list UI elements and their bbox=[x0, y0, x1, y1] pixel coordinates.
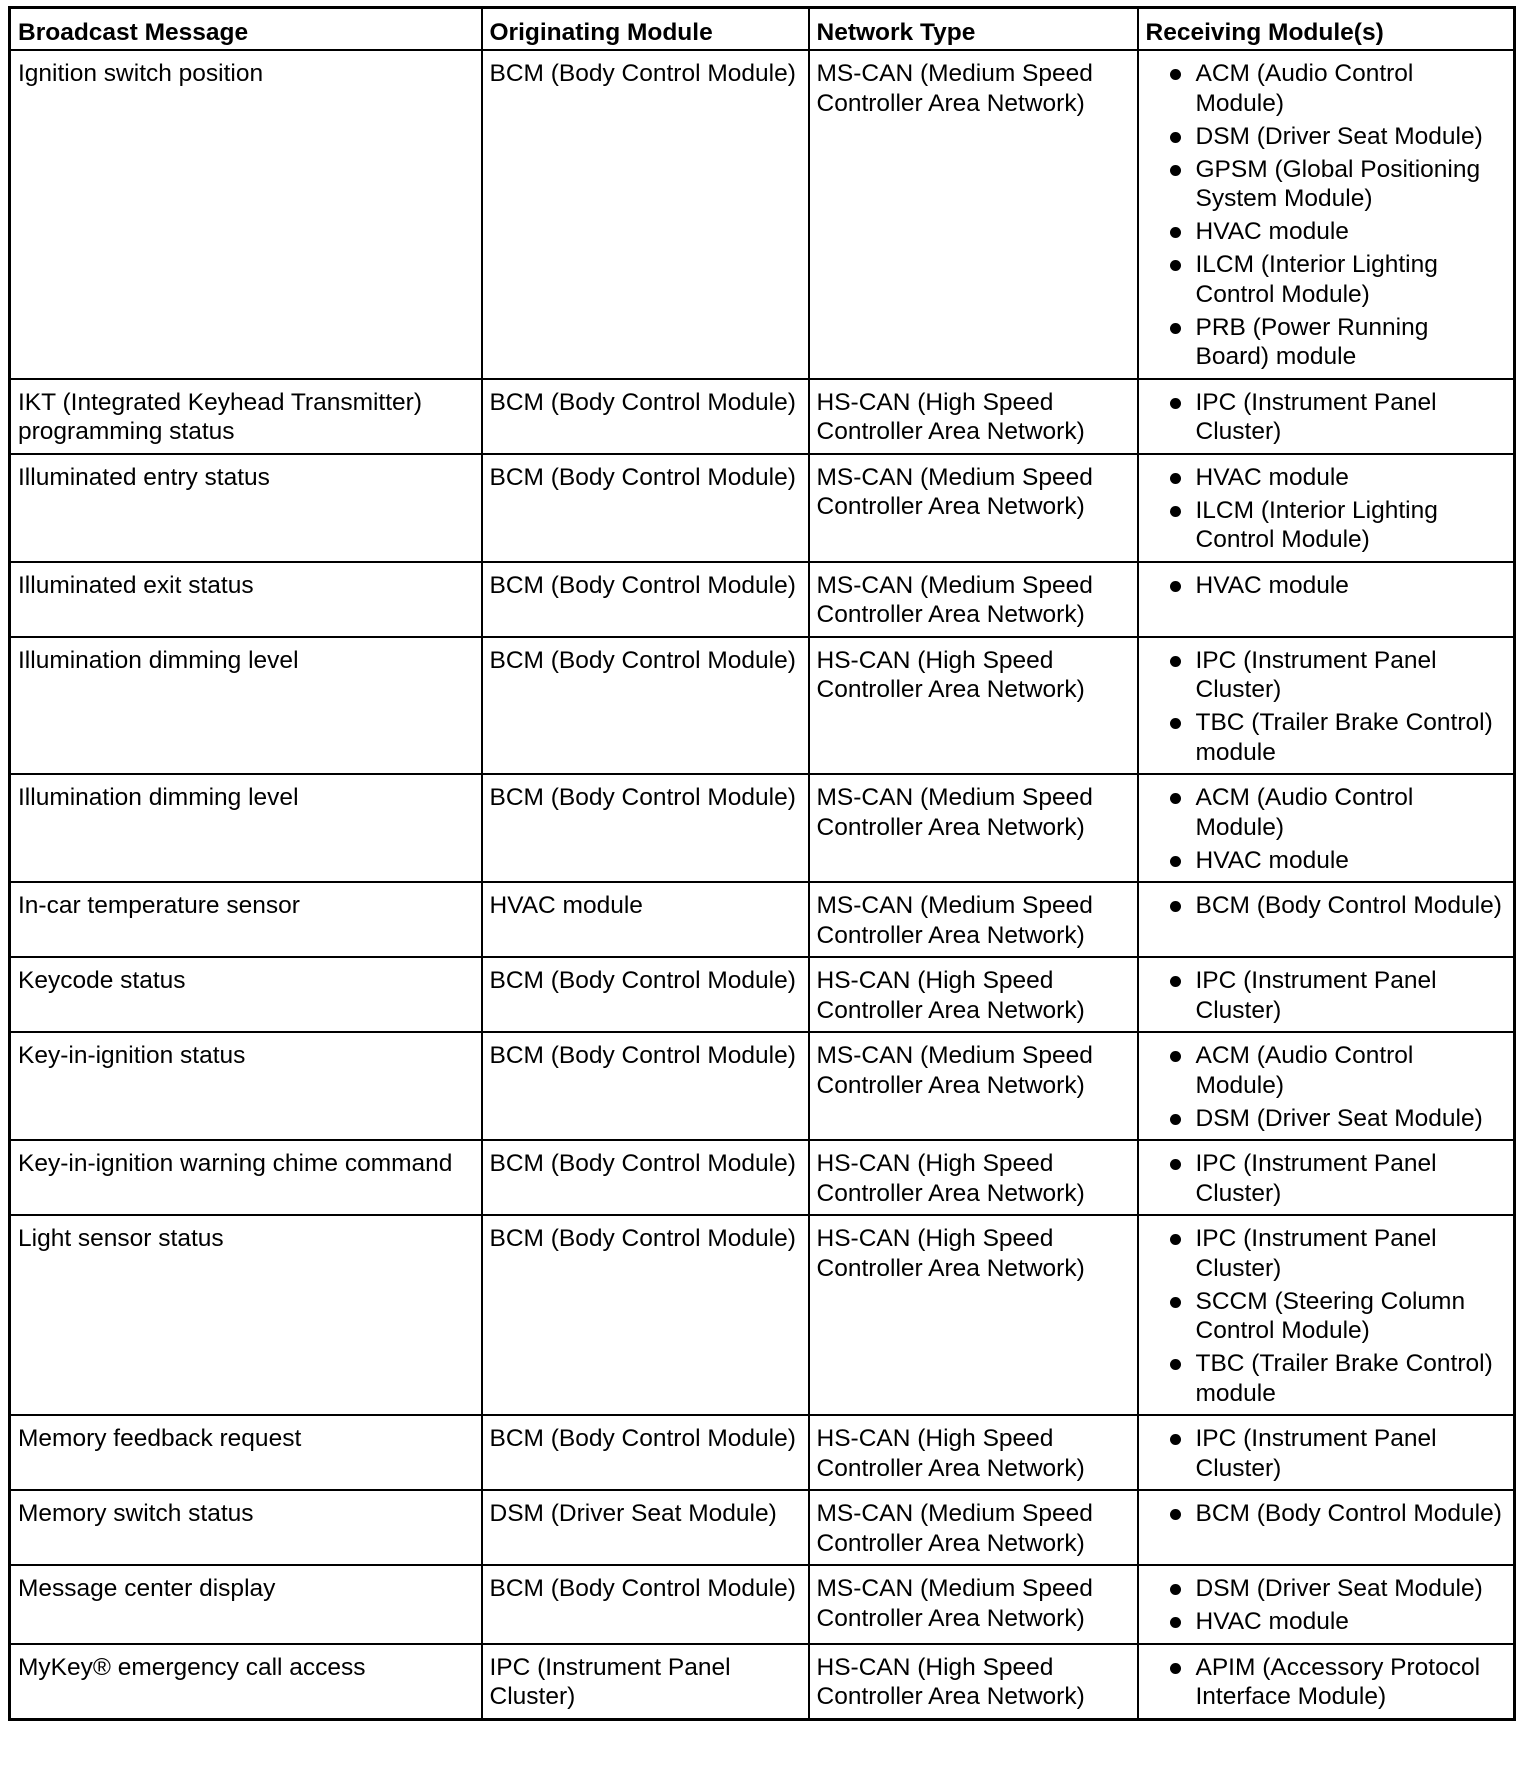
receiving-modules-cell bbox=[1138, 637, 1515, 775]
table-row bbox=[10, 1032, 1515, 1140]
list-item bbox=[1146, 217, 1506, 247]
list-item bbox=[1146, 1424, 1506, 1483]
list-item bbox=[1146, 1607, 1506, 1637]
receiving-modules-cell bbox=[1138, 1032, 1515, 1140]
bullet-icon bbox=[1170, 1234, 1181, 1245]
list-item bbox=[1146, 1287, 1506, 1346]
table-row bbox=[10, 637, 1515, 775]
receiving-module-label: SCCM (Steering Column Control Module) bbox=[1195, 1287, 1466, 1344]
message-cell: Illuminated entry status bbox=[10, 454, 482, 562]
network-type-cell: MS-CAN (Medium Speed Controller Area Network) bbox=[809, 454, 1138, 562]
originating-module-cell: BCM (Body Control Module) bbox=[482, 562, 809, 637]
table-row bbox=[10, 379, 1515, 454]
message-cell: IKT (Integrated Keyhead Transmitter) programming status bbox=[10, 379, 482, 454]
list-item bbox=[1146, 891, 1506, 921]
receiving-module-label: HVAC module bbox=[1195, 463, 1349, 491]
receiving-modules-list bbox=[1146, 783, 1506, 875]
originating-module-cell: BCM (Body Control Module) bbox=[482, 1415, 809, 1490]
list-item bbox=[1146, 313, 1506, 372]
receiving-module-label: ILCM (Interior Lighting Control Module) bbox=[1195, 251, 1438, 308]
receiving-module-label: HVAC module bbox=[1195, 1608, 1349, 1635]
list-item bbox=[1146, 846, 1506, 876]
list-item bbox=[1146, 1041, 1506, 1100]
originating-module-cell: BCM (Body Control Module) bbox=[482, 774, 809, 882]
receiving-modules-list bbox=[1146, 891, 1506, 921]
receiving-modules-cell bbox=[1138, 50, 1515, 379]
list-item bbox=[1146, 1224, 1506, 1283]
originating-module-cell: BCM (Body Control Module) bbox=[482, 1565, 809, 1644]
receiving-modules-cell bbox=[1138, 379, 1515, 454]
originating-module-cell: BCM (Body Control Module) bbox=[482, 1215, 809, 1415]
table-row bbox=[10, 1415, 1515, 1490]
table-row bbox=[10, 1644, 1515, 1720]
header-network-type: Network Type bbox=[809, 8, 1138, 51]
receiving-modules-list bbox=[1146, 1149, 1506, 1208]
table-row bbox=[10, 1565, 1515, 1644]
network-type-cell: MS-CAN (Medium Speed Controller Area Network) bbox=[809, 1490, 1138, 1565]
receiving-modules-list bbox=[1146, 966, 1506, 1025]
list-item bbox=[1146, 388, 1506, 447]
originating-module-cell: BCM (Body Control Module) bbox=[482, 379, 809, 454]
receiving-modules-cell bbox=[1138, 882, 1515, 957]
receiving-modules-list bbox=[1146, 1041, 1506, 1133]
network-type-cell: MS-CAN (Medium Speed Controller Area Network) bbox=[809, 1032, 1138, 1140]
receiving-modules-list bbox=[1146, 1653, 1506, 1712]
list-item bbox=[1146, 59, 1506, 118]
message-cell: In-car temperature sensor bbox=[10, 882, 482, 957]
network-type-cell: MS-CAN (Medium Speed Controller Area Network) bbox=[809, 50, 1138, 379]
list-item bbox=[1146, 571, 1506, 601]
list-item bbox=[1146, 1574, 1506, 1604]
table-body bbox=[10, 50, 1515, 1719]
bullet-icon bbox=[1170, 1114, 1181, 1125]
receiving-module-label: ACM (Audio Control Module) bbox=[1195, 60, 1414, 117]
table-row bbox=[10, 562, 1515, 637]
bullet-icon bbox=[1170, 856, 1181, 867]
network-type-cell: HS-CAN (High Speed Controller Area Network) bbox=[809, 379, 1138, 454]
bullet-icon bbox=[1170, 656, 1181, 667]
bullet-icon bbox=[1170, 1617, 1181, 1628]
receiving-modules-list bbox=[1146, 571, 1506, 601]
receiving-modules-list bbox=[1146, 1574, 1506, 1637]
receiving-modules-list bbox=[1146, 463, 1506, 555]
bullet-icon bbox=[1170, 1509, 1181, 1520]
bullet-icon bbox=[1170, 1159, 1181, 1170]
receiving-module-label: TBC (Trailer Brake Control) module bbox=[1195, 709, 1493, 766]
list-item bbox=[1146, 122, 1506, 152]
receiving-module-label: DSM (Driver Seat Module) bbox=[1195, 1575, 1483, 1602]
bullet-icon bbox=[1170, 1297, 1181, 1308]
table-row bbox=[10, 1140, 1515, 1215]
receiving-module-label: TBC (Trailer Brake Control) module bbox=[1195, 1350, 1493, 1407]
list-item bbox=[1146, 1104, 1506, 1134]
list-item bbox=[1146, 155, 1506, 214]
receiving-module-label: IPC (Instrument Panel Cluster) bbox=[1195, 1150, 1437, 1207]
network-type-cell: HS-CAN (High Speed Controller Area Network) bbox=[809, 957, 1138, 1032]
bullet-icon bbox=[1170, 1359, 1181, 1370]
receiving-module-label: BCM (Body Control Module) bbox=[1195, 1500, 1502, 1527]
receiving-modules-cell bbox=[1138, 957, 1515, 1032]
message-cell: Illuminated exit status bbox=[10, 562, 482, 637]
network-type-cell: HS-CAN (High Speed Controller Area Network) bbox=[809, 1415, 1138, 1490]
bullet-icon bbox=[1170, 1584, 1181, 1595]
list-item bbox=[1146, 646, 1506, 705]
bullet-icon bbox=[1170, 1663, 1181, 1674]
bullet-icon bbox=[1170, 323, 1181, 334]
receiving-module-label: IPC (Instrument Panel Cluster) bbox=[1195, 1425, 1437, 1482]
network-type-cell: HS-CAN (High Speed Controller Area Network) bbox=[809, 637, 1138, 775]
bullet-icon bbox=[1170, 132, 1181, 143]
receiving-modules-cell bbox=[1138, 774, 1515, 882]
receiving-modules-list bbox=[1146, 59, 1506, 372]
receiving-modules-cell bbox=[1138, 1490, 1515, 1565]
message-cell: Key-in-ignition warning chime command bbox=[10, 1140, 482, 1215]
list-item bbox=[1146, 1349, 1506, 1408]
receiving-module-label: BCM (Body Control Module) bbox=[1195, 892, 1502, 919]
message-cell: Memory feedback request bbox=[10, 1415, 482, 1490]
bullet-icon bbox=[1170, 473, 1181, 484]
receiving-modules-cell bbox=[1138, 1215, 1515, 1415]
list-item bbox=[1146, 1149, 1506, 1208]
receiving-modules-cell bbox=[1138, 562, 1515, 637]
header-row bbox=[10, 8, 1515, 51]
receiving-module-label: DSM (Driver Seat Module) bbox=[1195, 1104, 1483, 1132]
header-originating-module: Originating Module bbox=[482, 8, 809, 51]
table-header bbox=[10, 8, 1515, 51]
message-cell: Key-in-ignition status bbox=[10, 1032, 482, 1140]
receiving-module-label: ACM (Audio Control Module) bbox=[1195, 784, 1414, 841]
table-row bbox=[10, 1215, 1515, 1415]
list-item bbox=[1146, 708, 1506, 767]
originating-module-cell: BCM (Body Control Module) bbox=[482, 50, 809, 379]
network-type-cell: MS-CAN (Medium Speed Controller Area Network) bbox=[809, 1565, 1138, 1644]
receiving-module-label: GPSM (Global Positioning System Module) bbox=[1195, 155, 1481, 212]
originating-module-cell: IPC (Instrument Panel Cluster) bbox=[482, 1644, 809, 1720]
message-cell: Illumination dimming level bbox=[10, 774, 482, 882]
receiving-modules-cell bbox=[1138, 1565, 1515, 1644]
bullet-icon bbox=[1170, 793, 1181, 804]
network-type-cell: HS-CAN (High Speed Controller Area Network) bbox=[809, 1140, 1138, 1215]
bullet-icon bbox=[1170, 976, 1181, 987]
table-row bbox=[10, 882, 1515, 957]
receiving-modules-list bbox=[1146, 1499, 1506, 1529]
originating-module-cell: BCM (Body Control Module) bbox=[482, 1140, 809, 1215]
network-type-cell: MS-CAN (Medium Speed Controller Area Network) bbox=[809, 882, 1138, 957]
list-item bbox=[1146, 966, 1506, 1025]
bullet-icon bbox=[1170, 1051, 1181, 1062]
bullet-icon bbox=[1170, 69, 1181, 80]
message-cell: Message center display bbox=[10, 1565, 482, 1644]
receiving-module-label: ILCM (Interior Lighting Control Module) bbox=[1195, 496, 1438, 553]
message-cell: Light sensor status bbox=[10, 1215, 482, 1415]
receiving-modules-list bbox=[1146, 388, 1506, 447]
receiving-module-label: IPC (Instrument Panel Cluster) bbox=[1195, 967, 1437, 1024]
receiving-modules-cell bbox=[1138, 1415, 1515, 1490]
bullet-icon bbox=[1170, 227, 1181, 238]
header-broadcast-message: Broadcast Message bbox=[10, 8, 482, 51]
receiving-module-label: IPC (Instrument Panel Cluster) bbox=[1195, 388, 1437, 445]
list-item bbox=[1146, 496, 1506, 555]
receiving-modules-cell bbox=[1138, 1644, 1515, 1720]
list-item bbox=[1146, 1653, 1506, 1712]
network-type-cell: HS-CAN (High Speed Controller Area Network) bbox=[809, 1644, 1138, 1720]
receiving-module-label: DSM (Driver Seat Module) bbox=[1195, 122, 1483, 150]
receiving-modules-list bbox=[1146, 1224, 1506, 1408]
bullet-icon bbox=[1170, 718, 1181, 729]
receiving-module-label: HVAC module bbox=[1195, 218, 1349, 245]
receiving-modules-list bbox=[1146, 646, 1506, 768]
receiving-modules-list bbox=[1146, 1424, 1506, 1483]
originating-module-cell: BCM (Body Control Module) bbox=[482, 637, 809, 775]
message-cell: Ignition switch position bbox=[10, 50, 482, 379]
broadcast-message-table bbox=[8, 6, 1516, 1721]
table-row bbox=[10, 957, 1515, 1032]
bullet-icon bbox=[1170, 260, 1181, 271]
bullet-icon bbox=[1170, 398, 1181, 409]
network-type-cell: HS-CAN (High Speed Controller Area Network) bbox=[809, 1215, 1138, 1415]
originating-module-cell: HVAC module bbox=[482, 882, 809, 957]
receiving-modules-cell bbox=[1138, 1140, 1515, 1215]
receiving-module-label: HVAC module bbox=[1195, 846, 1349, 874]
receiving-module-label: IPC (Instrument Panel Cluster) bbox=[1195, 646, 1437, 703]
receiving-module-label: HVAC module bbox=[1195, 571, 1349, 599]
originating-module-cell: DSM (Driver Seat Module) bbox=[482, 1490, 809, 1565]
message-cell: Memory switch status bbox=[10, 1490, 482, 1565]
bullet-icon bbox=[1170, 901, 1181, 912]
message-cell: Keycode status bbox=[10, 957, 482, 1032]
network-type-cell: MS-CAN (Medium Speed Controller Area Network) bbox=[809, 774, 1138, 882]
bullet-icon bbox=[1170, 165, 1181, 176]
header-receiving-modules: Receiving Module(s) bbox=[1138, 8, 1515, 51]
originating-module-cell: BCM (Body Control Module) bbox=[482, 454, 809, 562]
message-cell: MyKey® emergency call access bbox=[10, 1644, 482, 1720]
list-item bbox=[1146, 250, 1506, 309]
receiving-module-label: APIM (Accessory Protocol Interface Module) bbox=[1195, 1653, 1481, 1710]
receiving-module-label: PRB (Power Running Board) module bbox=[1195, 313, 1429, 370]
network-type-cell: MS-CAN (Medium Speed Controller Area Network) bbox=[809, 562, 1138, 637]
list-item bbox=[1146, 783, 1506, 842]
originating-module-cell: BCM (Body Control Module) bbox=[482, 957, 809, 1032]
originating-module-cell: BCM (Body Control Module) bbox=[482, 1032, 809, 1140]
list-item bbox=[1146, 1499, 1506, 1529]
table-row bbox=[10, 454, 1515, 562]
receiving-module-label: IPC (Instrument Panel Cluster) bbox=[1195, 1225, 1437, 1282]
bullet-icon bbox=[1170, 581, 1181, 592]
receiving-modules-cell bbox=[1138, 454, 1515, 562]
table-row bbox=[10, 774, 1515, 882]
table-row bbox=[10, 1490, 1515, 1565]
bullet-icon bbox=[1170, 506, 1181, 517]
receiving-module-label: ACM (Audio Control Module) bbox=[1195, 1042, 1414, 1099]
bullet-icon bbox=[1170, 1434, 1181, 1445]
list-item bbox=[1146, 463, 1506, 493]
message-cell: Illumination dimming level bbox=[10, 637, 482, 775]
table-row bbox=[10, 50, 1515, 379]
